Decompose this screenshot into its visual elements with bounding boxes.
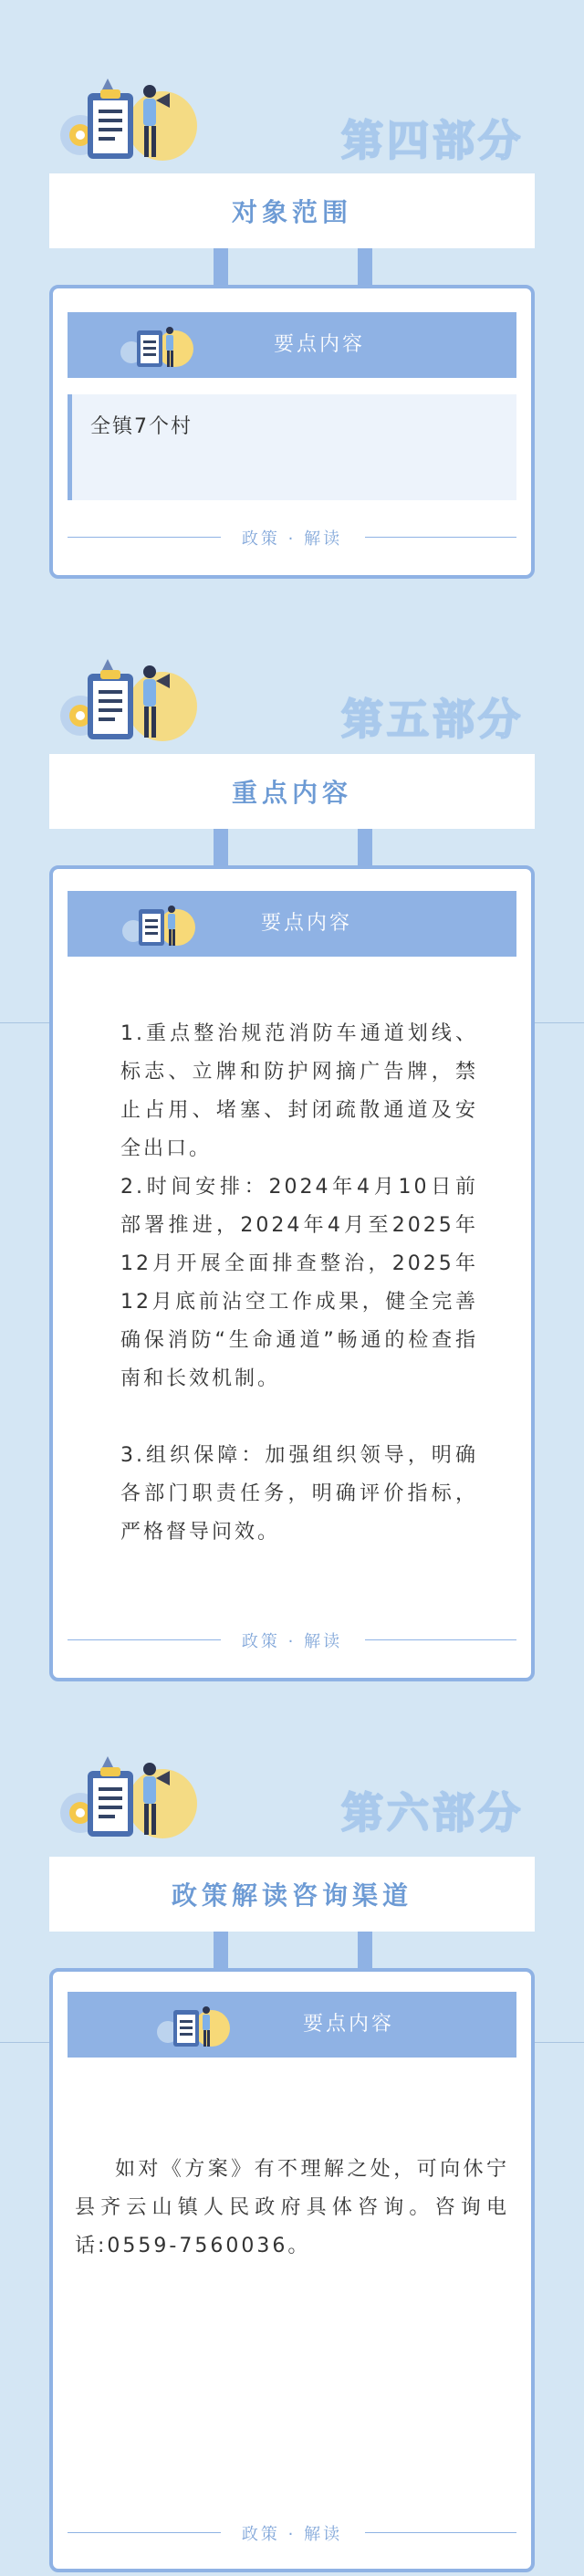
content-paragraph: 2.时间安排：2024年4月10日前部署推进，2024年4月至2025年12月开展全面排查整治，2025年12月底前沾空工作成果，健全完善确保消防“生命通道”畅通的检查指南和长效机制。 bbox=[120, 1176, 478, 1390]
footer-line-right bbox=[365, 2532, 516, 2533]
footer-line-left bbox=[68, 2532, 221, 2533]
part-title: 第五部分 bbox=[341, 695, 524, 744]
clipboard-illustration-icon bbox=[53, 1747, 199, 1848]
connector-bar bbox=[214, 1932, 228, 1968]
footer-line-right bbox=[365, 1639, 516, 1640]
content-card bbox=[49, 865, 535, 1681]
connector-bar bbox=[214, 248, 228, 285]
content-card bbox=[49, 1968, 535, 2572]
connector-bar bbox=[358, 248, 372, 285]
content-paragraph: 3.组织保障：加强组织领导，明确各部门职责任务，明确评价指标，严格督导问效。 bbox=[120, 1444, 478, 1544]
clipboard-illustration-icon bbox=[117, 319, 195, 371]
card-header bbox=[68, 891, 516, 957]
footer-label: 政策 · 解读 bbox=[241, 1632, 343, 1651]
clipboard-illustration-icon bbox=[53, 69, 199, 170]
connector-bar bbox=[358, 829, 372, 865]
connector-bar bbox=[214, 829, 228, 865]
footer-label: 政策 · 解读 bbox=[241, 2525, 343, 2544]
clipboard-illustration-icon bbox=[53, 650, 199, 750]
section-part-5 bbox=[0, 639, 584, 1689]
card-header bbox=[68, 312, 516, 378]
connector-bar bbox=[358, 1932, 372, 1968]
card-header bbox=[68, 1992, 516, 2058]
content-paragraph: 如对《方案》有不理解之处，可向休宁县齐云山镇人民政府具体咨询。咨询电话:0559-7560036。 bbox=[75, 2158, 509, 2257]
content-card bbox=[49, 285, 535, 579]
footer-line-left bbox=[68, 1639, 221, 1640]
card-header-label: 要点内容 bbox=[261, 912, 353, 935]
section-part-4 bbox=[0, 0, 584, 584]
part-title: 第六部分 bbox=[341, 1788, 524, 1838]
content-paragraph: 1.重点整治规范消防车通道划线、标志、立牌和防护网摘广告牌，禁止占用、堵塞、封闭疏散通道及安全出口。 bbox=[120, 1022, 478, 1160]
section-banner-title: 对象范围 bbox=[49, 173, 535, 248]
footer-line-right bbox=[365, 537, 516, 538]
content-text: 全镇7个村 bbox=[90, 415, 193, 438]
section-banner-title: 重点内容 bbox=[49, 754, 535, 829]
note-box bbox=[68, 394, 516, 500]
card-header-label: 要点内容 bbox=[303, 2013, 395, 2036]
section-part-6 bbox=[0, 1734, 584, 2576]
section-banner-title: 政策解读咨询渠道 bbox=[49, 1857, 535, 1932]
clipboard-illustration-icon bbox=[119, 898, 197, 949]
footer-label: 政策 · 解读 bbox=[241, 529, 343, 549]
part-title: 第四部分 bbox=[341, 116, 524, 165]
clipboard-illustration-icon bbox=[153, 1999, 232, 2050]
card-header-label: 要点内容 bbox=[274, 333, 366, 356]
footer-line-left bbox=[68, 537, 221, 538]
